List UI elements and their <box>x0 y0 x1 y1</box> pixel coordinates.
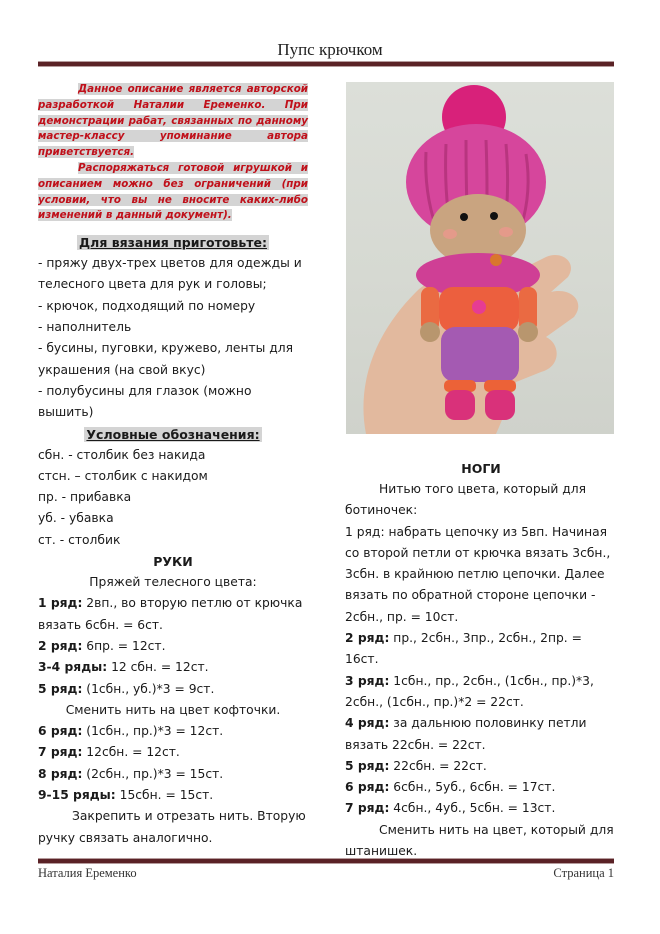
arms-title: РУКИ <box>153 554 193 570</box>
arms-row: 3-4 ряды: 12 сбн. = 12ст. <box>38 660 209 675</box>
legs-row: 7 ряд: 4сбн., 4уб., 5сбн. = 13ст. <box>345 801 556 816</box>
notice-paragraph-2: Распоряжаться готовой игрушкой и описанием можно без ограничений (при условии, что вы не вносите каких-либо изменений в данный документ). <box>38 161 308 222</box>
legend-item: уб. - убавка <box>38 511 114 526</box>
arms-change-note: Сменить нить на цвет кофточки. <box>65 702 281 717</box>
materials-item: - бусины, пуговки, кружево, ленты для украшения (на свой вкус) <box>38 341 294 377</box>
arms-row: 9-15 ряды: 15сбн. = 15ст. <box>38 788 214 802</box>
arms-row: 2 ряд: 6пр. = 12ст. <box>38 638 166 653</box>
arms-row: 8 ряд: (2сбн., пр.)*3 = 15ст. <box>38 766 224 781</box>
legs-change-note: Сменить нить на цвет, который для штанишек. <box>345 822 614 859</box>
legs-title: НОГИ <box>461 461 501 476</box>
eye-left <box>460 213 468 221</box>
legend-heading: Условные обозначения: <box>86 426 260 442</box>
legs-row: 3 ряд: 1сбн., пр., 2сбн., (1сбн., пр.)*3, 2сбн., (1сбн., пр.)*2 = 22ст. <box>345 673 594 709</box>
boot-left <box>445 390 475 420</box>
header-rule <box>38 61 614 67</box>
legs-row: 4 ряд: за дальнюю половинку петли вязать 22сбн. = 22ст. <box>345 716 587 752</box>
legs-intro: Нитью того цвета, который для ботиночек: <box>345 482 586 518</box>
page-header-title: Пупс крючком <box>277 40 383 59</box>
arms-row: 1 ряд: 2вп., во вторую петлю от крючка вязать 6сбн. = 6ст. <box>38 596 303 632</box>
right-column <box>345 458 617 862</box>
footer-page-number: Страница 1 <box>553 866 614 880</box>
materials-item: - наполнитель <box>38 320 132 335</box>
arms-row: 5 ряд: (1сбн., уб.)*3 = 9ст. <box>38 681 215 696</box>
legs-row: 5 ряд: 22сбн. = 22ст. <box>345 758 487 773</box>
legend-item: ст. - столбик <box>38 532 121 547</box>
materials-item: - пряжу двух-трех цветов для одежды и телесного цвета для рук и головы; <box>38 256 302 292</box>
boot-right <box>485 390 515 420</box>
materials-item: - полубусины для глазок (можно вышить) <box>38 383 252 420</box>
arms-row: 6 ряд: (1сбн., пр.)*3 = 12ст. <box>38 724 224 739</box>
legs-row-1: 1 ряд: набрать цепочку из 5вп. Начиная со второй петли от крючка вязать 3сбн., 3сбн. в крайнюю петлю цепочки. Далее вязать по обратной стороне цепочки - 2сбн., пр. = 10ст. <box>345 524 611 624</box>
eye-right <box>490 212 498 220</box>
legend-item: пр. - прибавка <box>38 490 132 505</box>
footer-rule <box>38 858 614 864</box>
legend-item: стсн. – столбик с накидом <box>38 468 208 483</box>
legend-item: сбн. - столбик без накида <box>38 447 206 462</box>
footer-author: Наталия Еременко <box>38 866 137 880</box>
legs-row: 2 ряд: пр., 2сбн., 3пр., 2сбн., 2пр. = 16ст. <box>345 631 582 667</box>
arms-row: 7 ряд: 12сбн. = 12ст. <box>38 745 180 760</box>
legs-row: 6 ряд: 6сбн., 5уб., 6сбн. = 17ст. <box>345 780 556 795</box>
arms-finish: Закрепить и отрезать нить. Вторую ручку связать аналогично. <box>38 809 306 845</box>
pants-shape <box>441 327 519 382</box>
author-notice <box>38 82 308 224</box>
materials-item: - крючок, подходящий по номеру <box>38 298 256 313</box>
left-column <box>38 82 308 849</box>
notice-paragraph-1: Данное описание является авторской разработкой Наталии Еременко. При демонстрации рабат, связанных по данному мастер-классу упоминание автора приветствуется. <box>38 83 308 159</box>
doll-photo <box>346 82 614 434</box>
materials-heading: Для вязания приготовьте: <box>79 235 267 251</box>
arms-intro: Пряжей телесного цвета: <box>89 575 257 590</box>
